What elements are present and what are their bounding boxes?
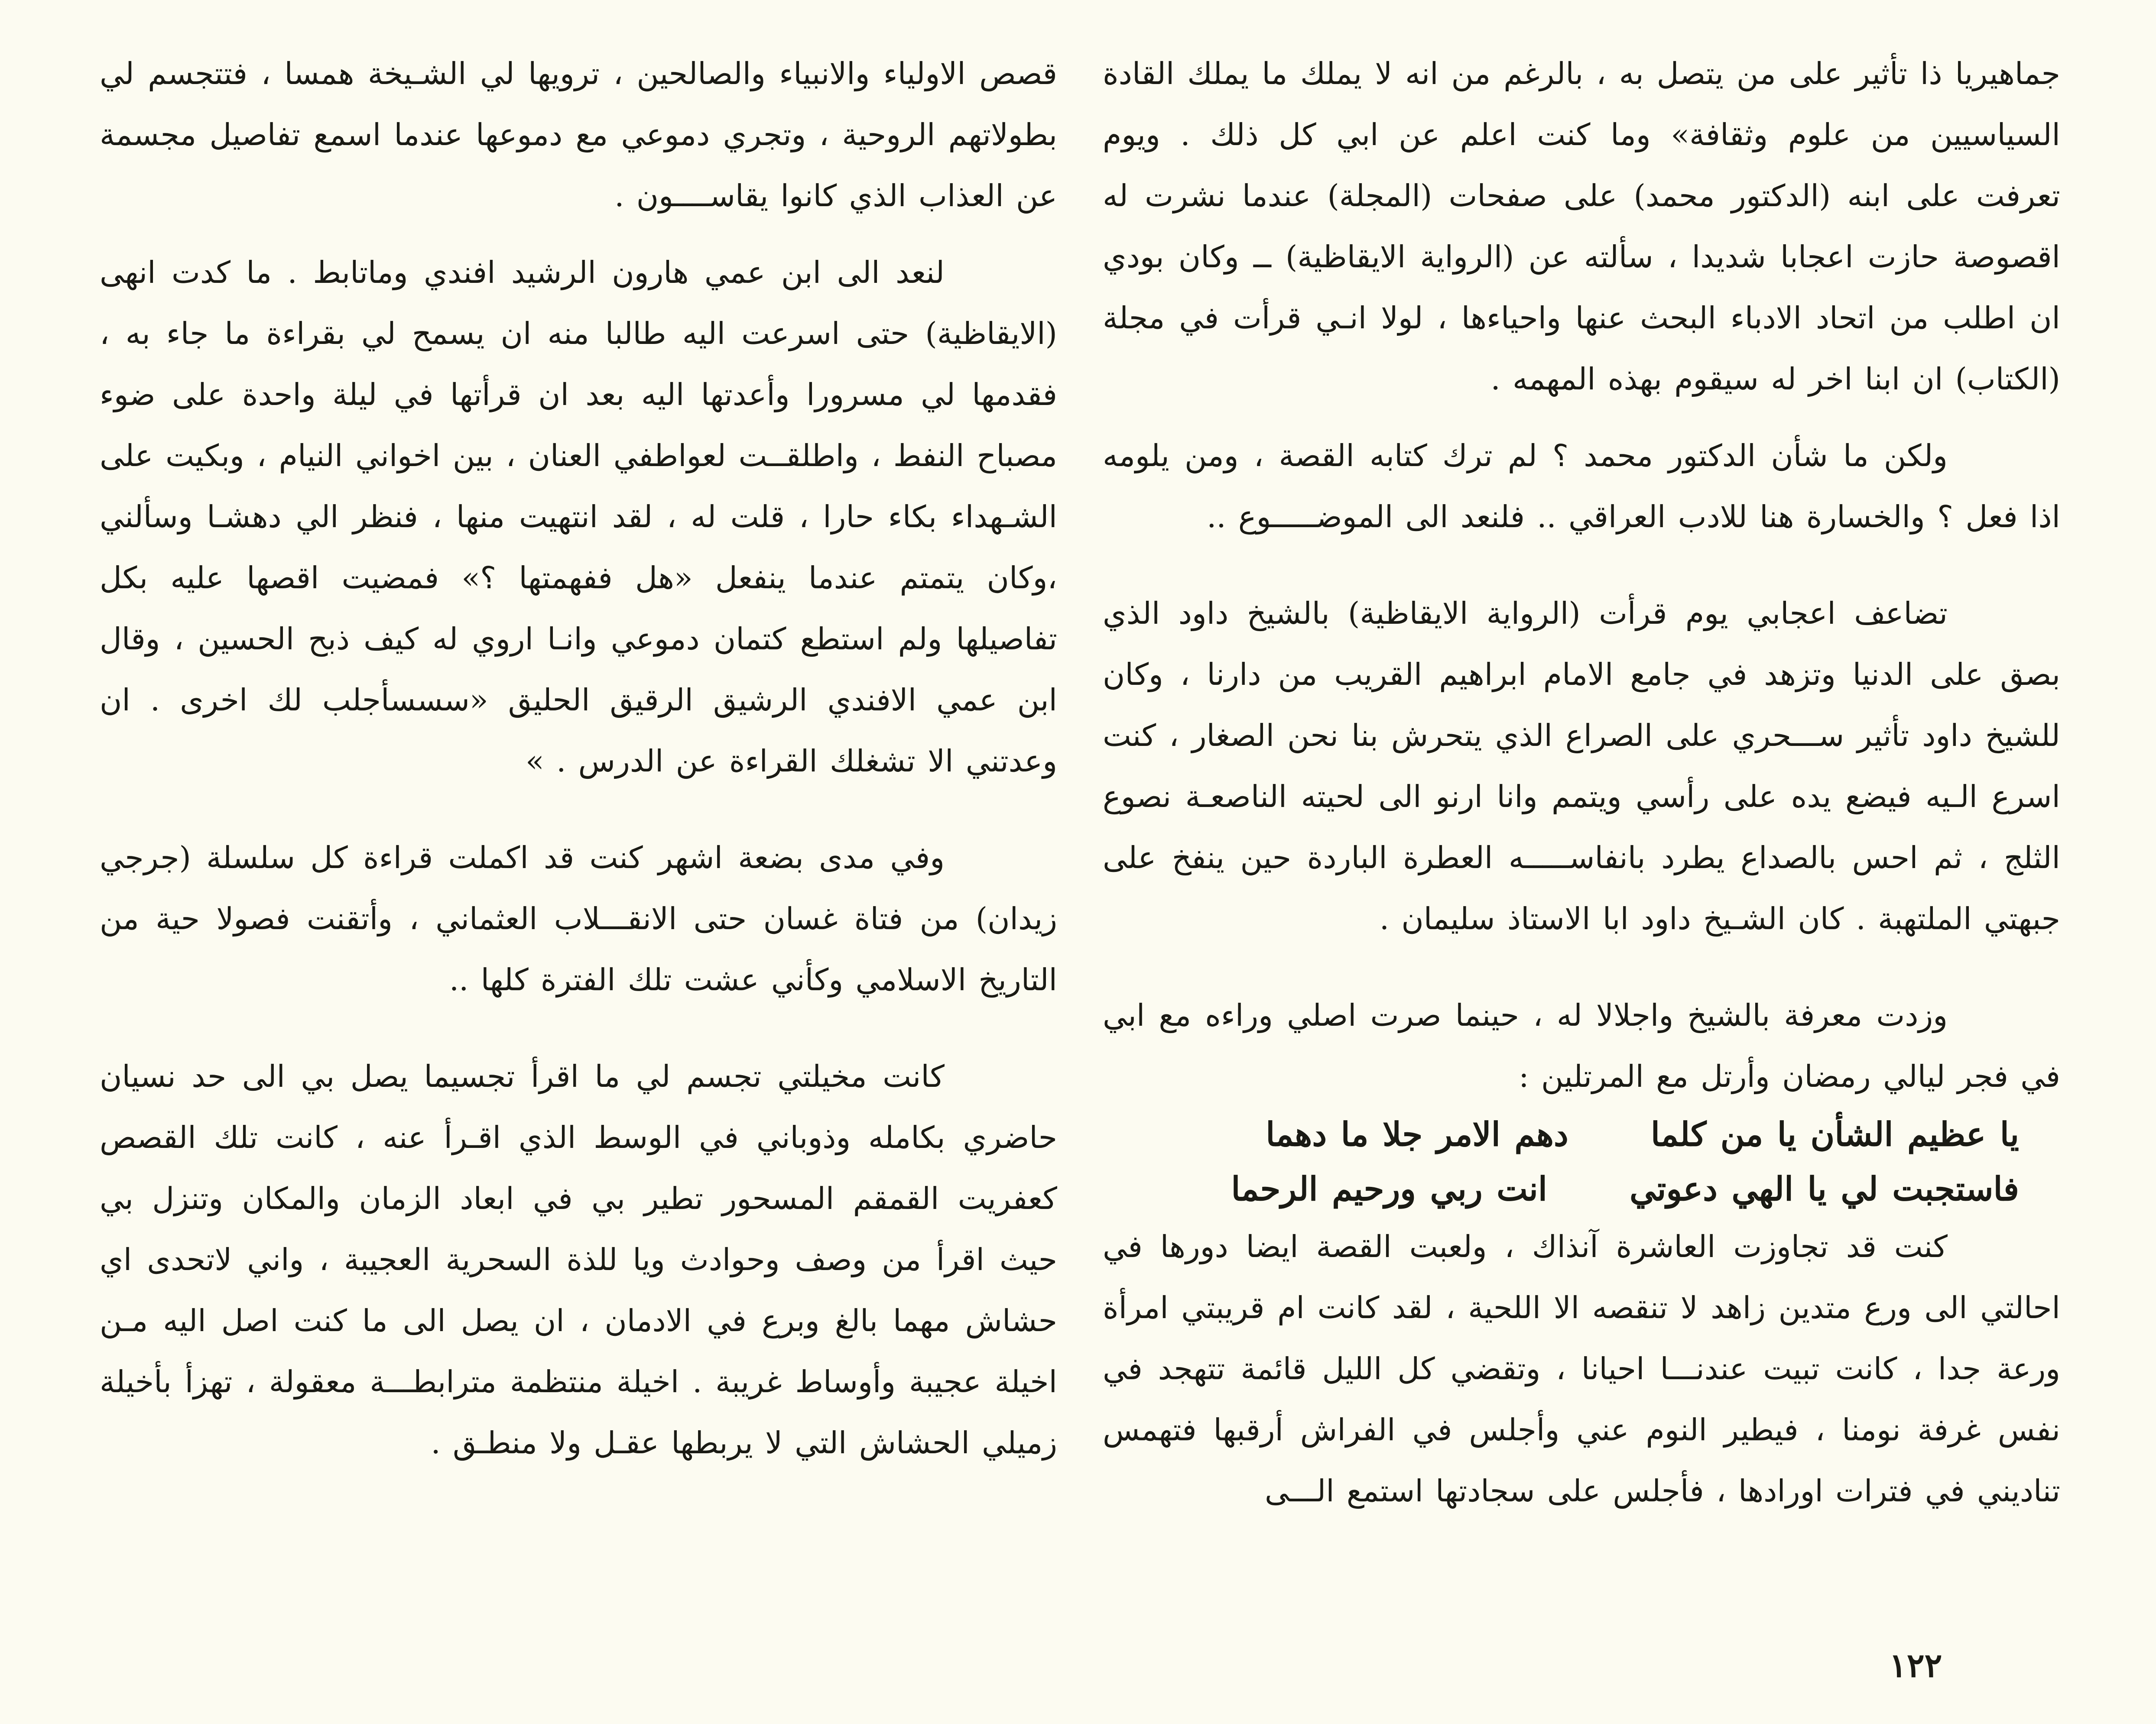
paragraph-text: وفي مدى بضعة اشهر كنت قد اكملت قراءة كل سلسلة (جرجي زيدان) من فتاة غسان حتى الانقـــلاب العثماني ، وأتقنت فصولا حية من التاريخ الاسلامي وكأني عشت تلك الفترة كلها .. <box>100 840 1057 998</box>
left-paragraph-3 <box>100 827 1057 1011</box>
page-number: ١٢٢ <box>1889 1646 1942 1685</box>
right-paragraph-1 <box>1103 43 2060 410</box>
right-paragraph-2 <box>1103 425 2060 548</box>
verse-hemistich: دهم الامر جلا ما دهما <box>1266 1115 1568 1154</box>
right-paragraph-4 <box>1103 985 2060 1107</box>
verse-hemistich: فاستجبت لي يا الهي دعوتي <box>1630 1170 2019 1208</box>
left-column <box>100 43 1057 1474</box>
paragraph-text: لنعد الى ابن عمي هارون الرشيد افندي وماتابط . ما كدت انهى (الايقاظية) حتى اسرعت اليه طالبا منه ان يسمح لي بقراءة ما جاء به ، فقدمها لي مسرورا وأعدتها اليه بعد ان قرأتها في ليلة واحدة على ضوء مصباح النفط ، واطلقــت لعواطفي العنان ، بين اخواني النيام ، وبكيت على الشـهداء بكاء حارا ، قلت له ، لقد انتهيت منها ، فنظر الي دهشـا وسألني ،وكان يتمتم عندما ينفعل «هل ففهمتها ؟» فمضيت اقصها عليه بكل تفاصيلها ولم استطع كتمان دموعي وانـا اروي له كيف ذبح الحسين ، وقال ابن عمي الافندي الرشيق الرقيق الحليق «سسسأجلب لك اخرى . ان وعدتني الا تشغلك القراءة عن الدرس . » <box>100 255 1057 779</box>
paragraph-text: جماهيريا ذا تأثير على من يتصل به ، بالرغم من انه لا يملك ما يملك القادة السياسيين من علوم وثقافة» وما كنت اعلم عن ابي كل ذلك . ويوم تعرفت على ابنه (الدكتور محمد) على صفحات (المجلة) عندما نشرت له اقصوصة حازت اعجابا شديدا ، سألته عن (الرواية الايقاظية) ــ وكان بودي ان اطلب من اتحاد الادباء البحث عنها واحياءها ، لولا انـي قرأت في مجلة (الكتاب) ان ابنا اخر له سيقوم بهذه المهمه . <box>1103 56 2060 397</box>
paragraph-text: ولكن ما شأن الدكتور محمد ؟ لم ترك كتابه القصة ، ومن يلومه اذا فعل ؟ والخسارة هنا للادب العراقي .. فلنعد الى الموضـــــوع .. <box>1103 438 2060 535</box>
left-paragraph-4 <box>100 1046 1057 1474</box>
verse-hemistich: يا عظيم الشأن يا من كلما <box>1650 1115 2019 1154</box>
paragraph-text: وزدت معرفة بالشيخ واجلالا له ، حينما صرت اصلي وراءه مع ابي في فجر ليالي رمضان وأرتل مع المرتلين : <box>1103 998 2060 1094</box>
left-paragraph-1 <box>100 43 1057 227</box>
right-paragraph-5 <box>1103 1216 2060 1522</box>
paragraph-text: كنت قد تجاوزت العاشرة آنذاك ، ولعبت القصة ايضا دورها في احالتي الى ورع متدين زاهد لا تنقصه الا اللحية ، لقد كانت ام قريبتي امرأة ورعة جدا ، كانت تبيت عندنـــا احيانا ، وتقضي كل الليل قائمة تتهجد في نفس غرفة نومنا ، فيطير النوم عني وأجلس في الفراش أرقبها فتهمس تناديني في فترات اورادها ، فأجلس على سجادتها استمع الـــى <box>1103 1229 2060 1509</box>
right-column <box>1103 43 2060 1522</box>
verse-line-1 <box>1103 1107 2060 1162</box>
paragraph-text: قصص الاولياء والانبياء والصالحين ، ترويها لي الشـيخة همسا ، فتتجسم لي بطولاتهم الروحية ، وتجري دموعي مع دموعها عندما اسمع تفاصيل مجسمة عن العذاب الذي كانوا يقاســــون . <box>100 56 1057 214</box>
paragraph-text: كانت مخيلتي تجسم لي ما اقرأ تجسيما يصل بي الى حد نسيان حاضري بكامله وذوباني في الوسط الذي اقـرأ عنه ، كانت تلك القصص كعفريت القمقم المسحور تطير بي في ابعاد الزمان والمكان وتنزل بي حيث اقرأ من وصف وحوادث ويا للذة السحرية العجيبة ، واني لاتحدى اي حشاش مهما بالغ وبرع في الادمان ، ان يصل الى ما كنت اصل اليه مـن اخيلة عجيبة وأوساط غريبة . اخيلة منتظمة مترابطـــة معقولة ، تهزأ بأخيلة زميلي الحشاش التي لا يربطها عقـل ولا منطـق . <box>100 1059 1057 1461</box>
verse-line-2 <box>1103 1162 2060 1216</box>
poem-verse <box>1103 1107 2060 1216</box>
right-paragraph-3 <box>1103 583 2060 949</box>
paragraph-text: تضاعف اعجابي يوم قرأت (الرواية الايقاظية) بالشيخ داود الذي بصق على الدنيا وتزهد في جامع الامام ابراهيم القريب من دارنا ، وكان للشيخ داود تأثير ســـحري على الصراع الذي يتحرش بنا نحن الصغار ، كنت اسرع الـيه فيضع يده على رأسي ويتمم وانا ارنو الى لحيته الناصعـة نصوع الثلج ، ثم احس بالصداع يطرد بانفاســـــه العطرة الباردة حين ينفخ على جبهتي الملتهبة . كان الشـيخ داود ابا الاستاذ سليمان . <box>1103 596 2061 937</box>
left-paragraph-2 <box>100 242 1057 792</box>
verse-hemistich: انت ربي ورحيم الرحما <box>1231 1170 1548 1208</box>
